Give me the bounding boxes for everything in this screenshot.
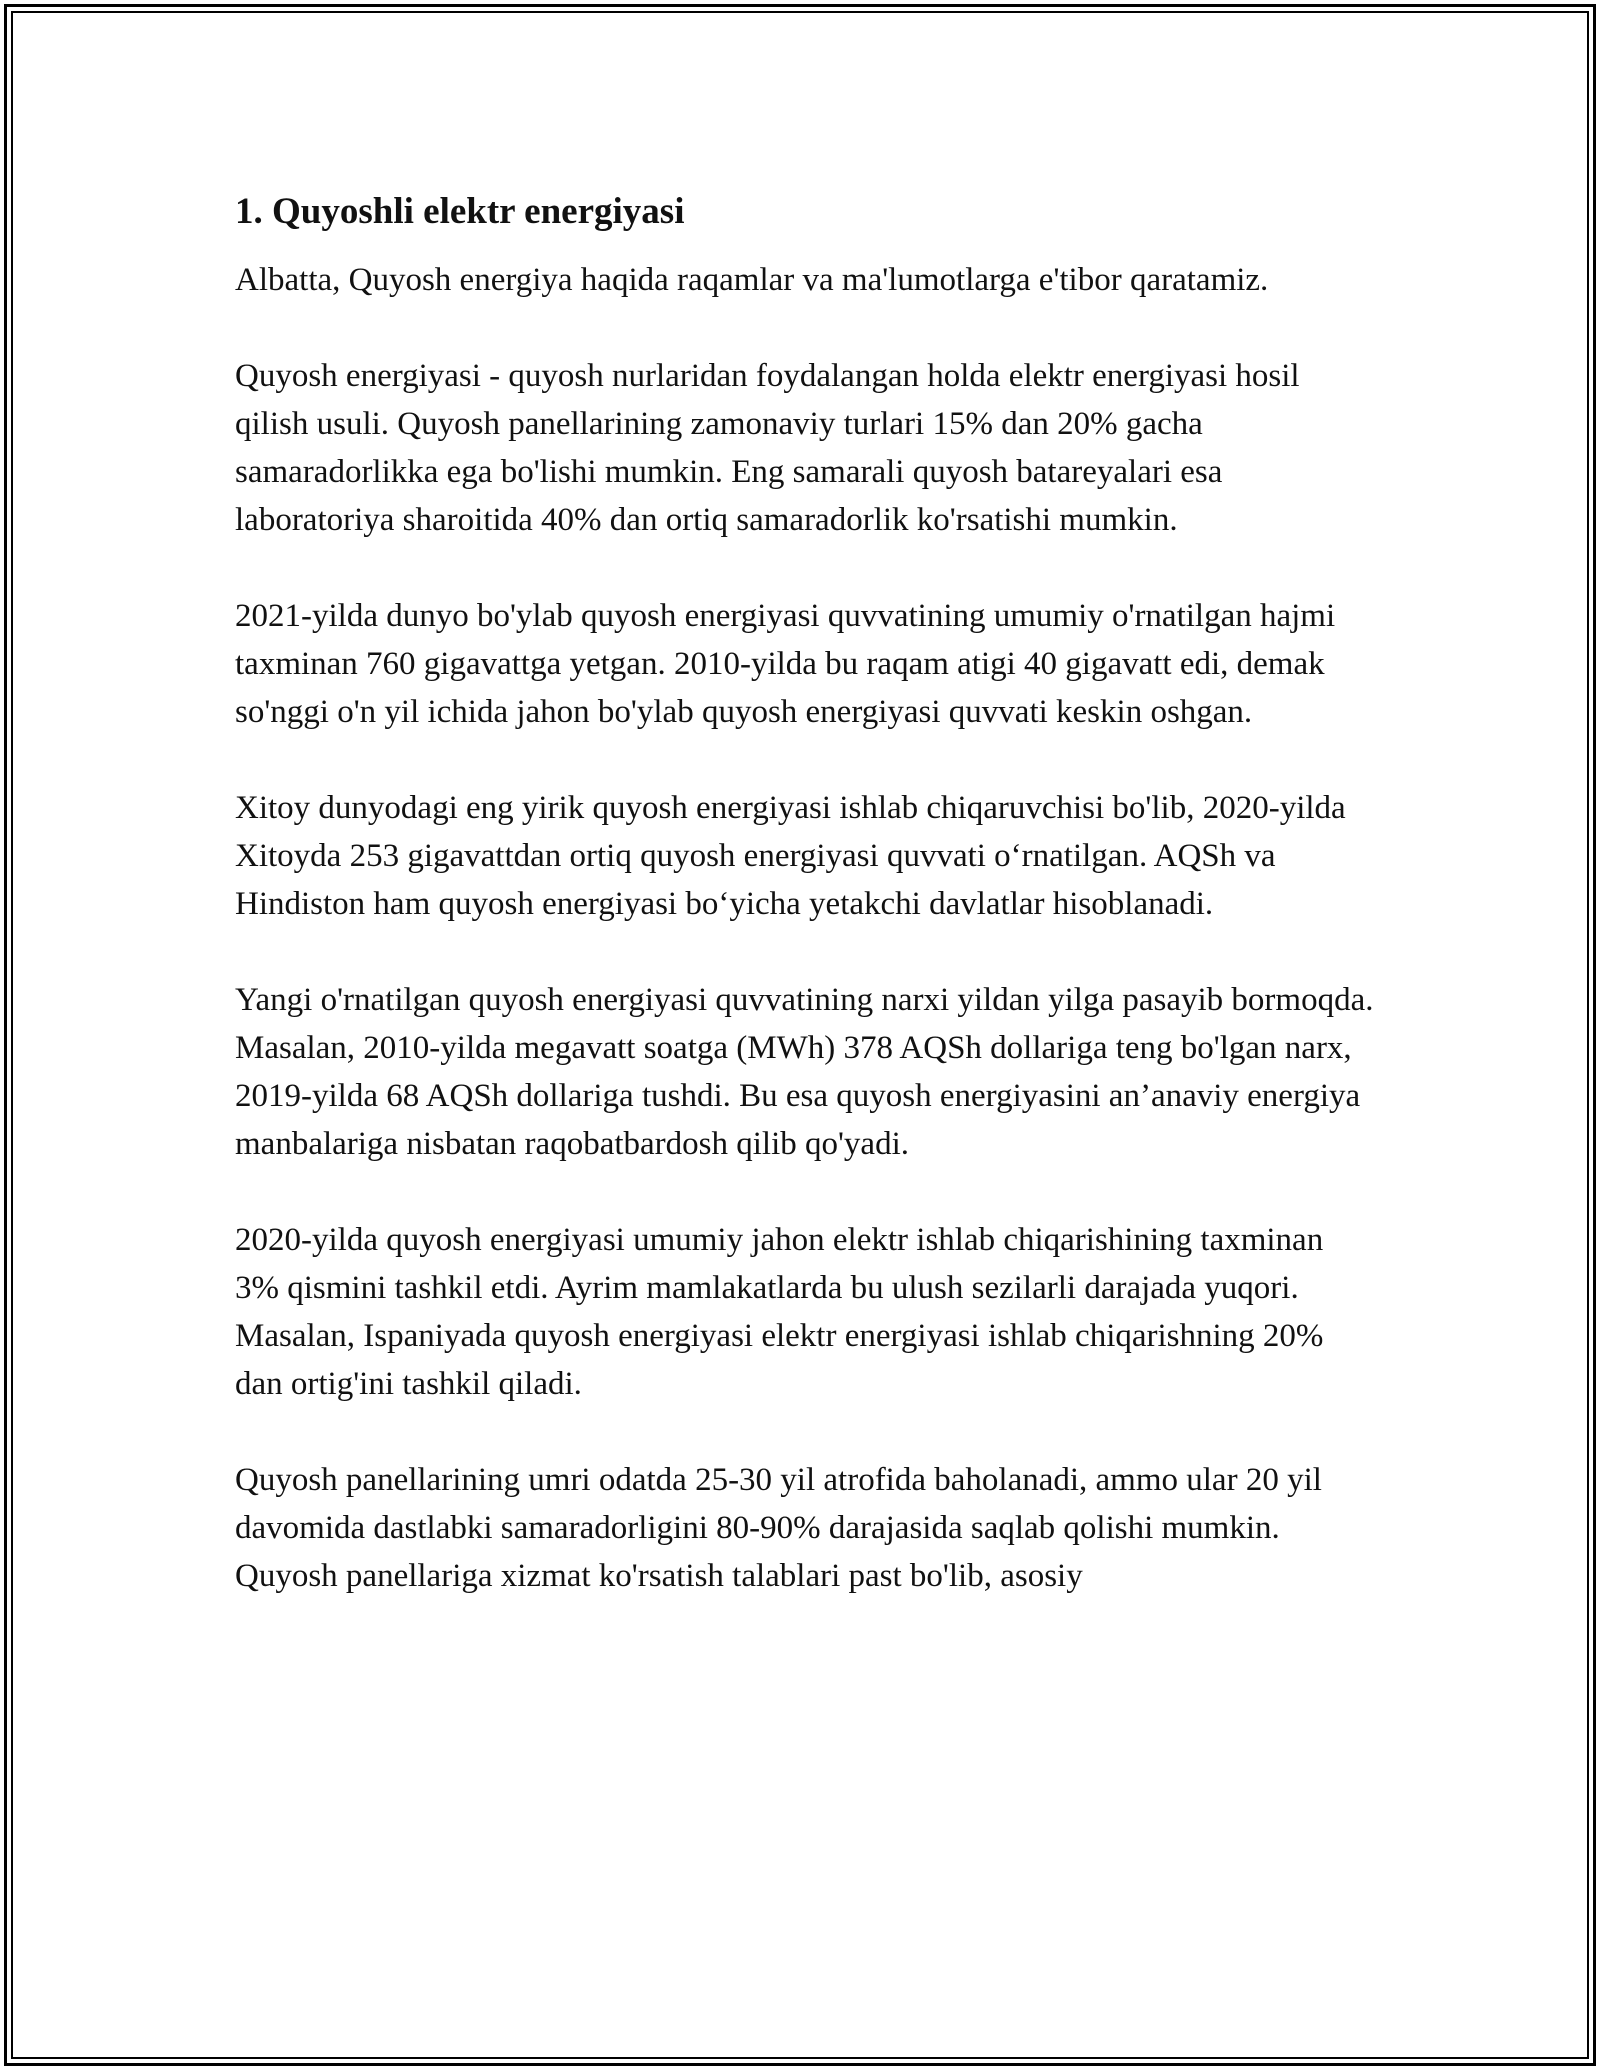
paragraph-intro: Albatta, Quyosh energiya haqida raqamlar va ma'lumotlarga e'tibor qaratamiz. bbox=[235, 262, 1269, 298]
paragraph-cost-decline: Yangi o'rnatilgan quyosh energiyasi quvvatining narxi yildan yilga pasayib bormoqda. Masalan, 2010-yilda megavatt soatga (MWh) 378 AQSh dollariga teng bo'lgan narx, 2019-yilda 68 AQSh dollariga tushdi. Bu esa quyosh energiyasini an’anaviy energiya manbalariga nisbatan raqobatbardosh qilib qo'yadi. bbox=[235, 982, 1374, 1162]
paragraph-generation-share: 2020-yilda quyosh energiyasi umumiy jahon elektr ishlab chiqarishining taxminan 3% qismini tashkil etdi. Ayrim mamlakatlarda bu ulush sezilarli darajada yuqori. Masalan, Ispaniyada quyosh energiyasi elektr energiyasi ishlab chiqarishning 20% dan ortig'ini tashkil qiladi. bbox=[235, 1222, 1324, 1402]
paragraph-global-capacity: 2021-yilda dunyo bo'ylab quyosh energiyasi quvvatining umumiy o'rnatilgan hajmi taxminan 760 gigavattga yetgan. 2010-yilda bu raqam atigi 40 gigavatt edi, demak so'nggi o'n yil ichida jahon bo'ylab quyosh energiyasi quvvati keskin oshgan. bbox=[235, 598, 1336, 730]
paragraph-panel-lifetime: Quyosh panellarining umri odatda 25-30 yil atrofida baholanadi, ammo ular 20 yil davomida dastlabki samaradorligini 80-90% darajasida saqlab qolishi mumkin. Quyosh panellariga xizmat ko'rsatish talablari past bo'lib, asosiy bbox=[235, 1462, 1322, 1594]
paragraph-leading-countries: Xitoy dunyodagi eng yirik quyosh energiyasi ishlab chiqaruvchisi bo'lib, 2020-yilda Xitoyda 253 gigavattdan ortiq quyosh energiyasi quvvati o‘rnatilgan. AQSh va Hindiston ham quyosh energiyasi bo‘yicha yetakchi davlatlar hisoblanadi. bbox=[235, 790, 1346, 922]
paragraph-definition: Quyosh energiyasi - quyosh nurlaridan foydalangan holda elektr energiyasi hosil qilish usuli. Quyosh panellarining zamonaviy turlari 15% dan 20% gacha samaradorlikka ega bo'lishi mumkin. Eng samarali quyosh batareyalari esa laboratoriya sharoitida 40% dan ortiq samaradorlik ko'rsatishi mumkin. bbox=[235, 358, 1300, 538]
document-body bbox=[235, 188, 1375, 1648]
section-heading: 1. Quyoshli elektr energiyasi bbox=[235, 191, 685, 232]
